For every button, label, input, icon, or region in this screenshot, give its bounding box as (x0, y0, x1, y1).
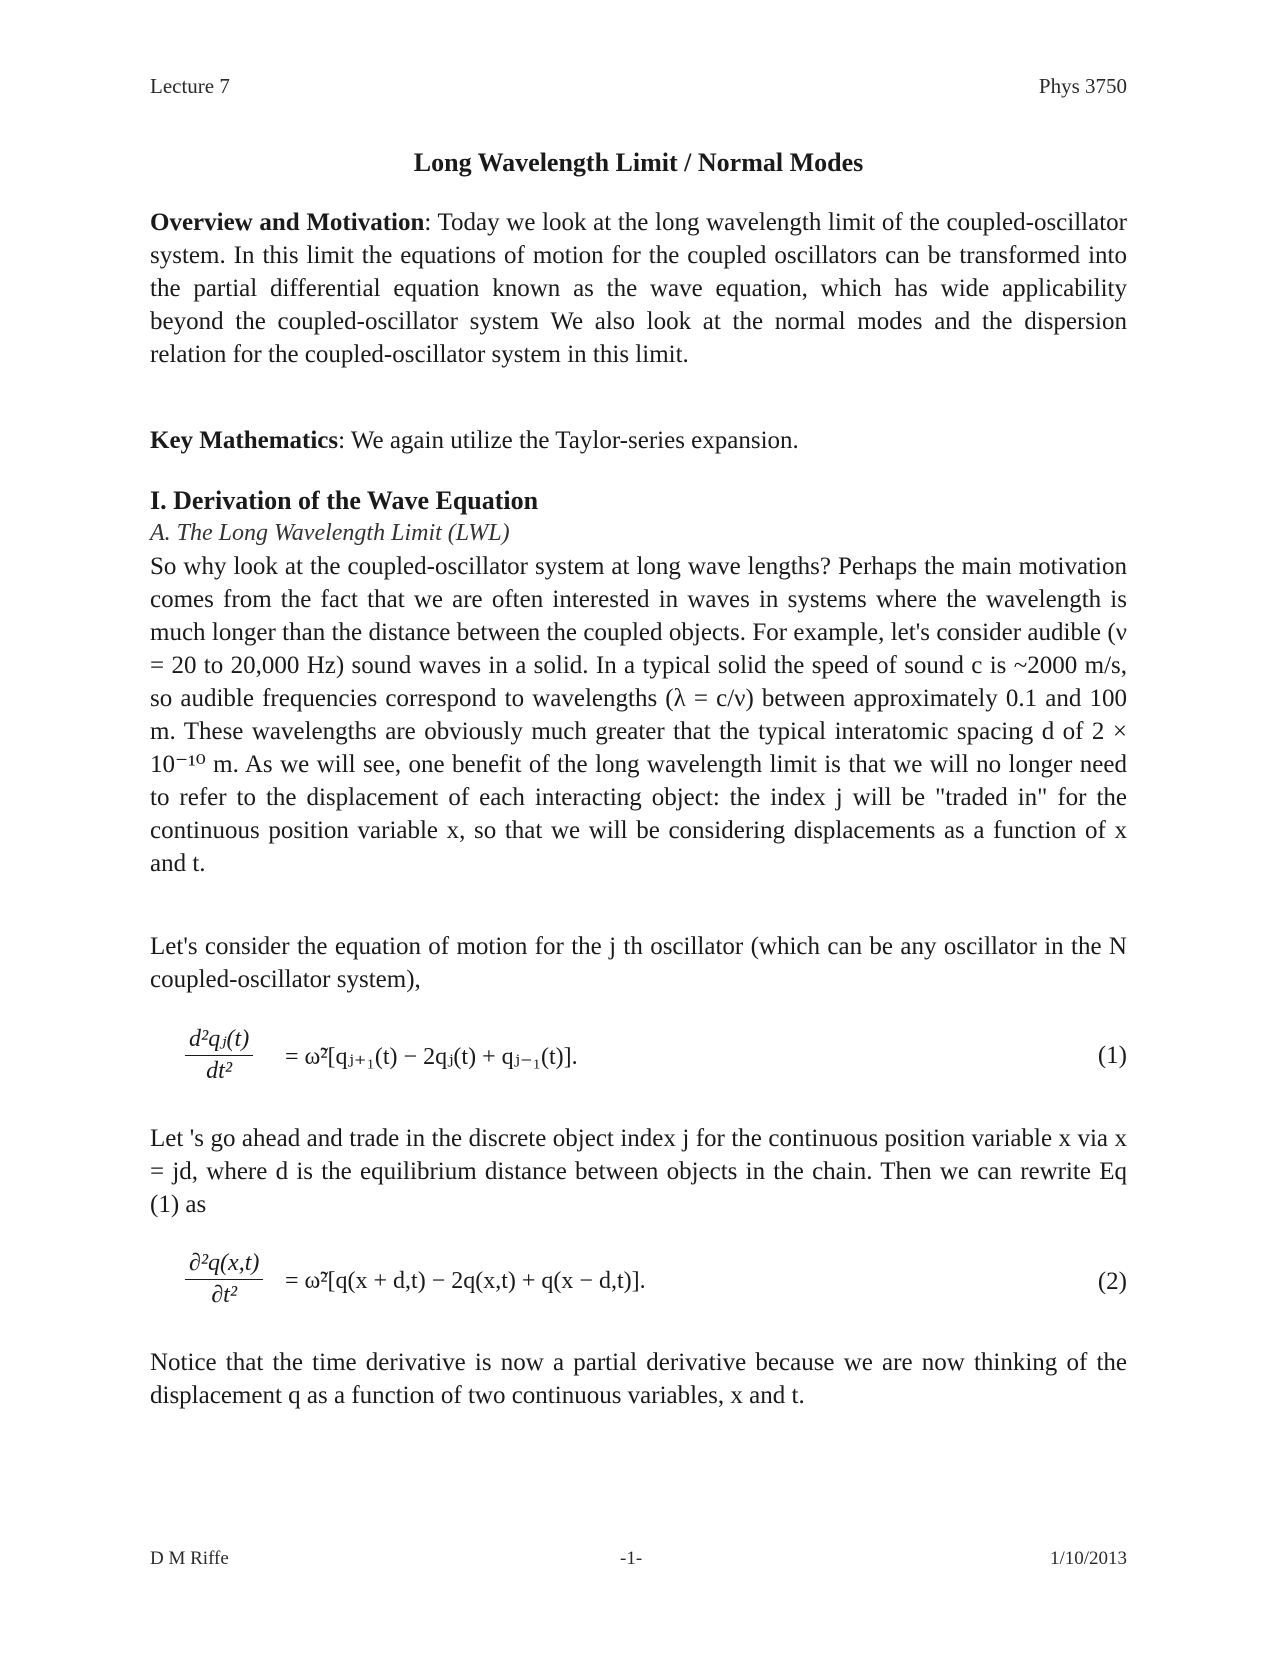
header-course: Phys 3750 (1038, 74, 1127, 98)
eq2-numerator: ∂²q(x,t) (185, 1250, 263, 1280)
trade-index-paragraph: Let 's go ahead and trade in the discrete object index j for the continuous position variable x via x = jd, where d is the equilibrium distance between objects in the chain. Then we can rewrite Eq (1) as (150, 1125, 1127, 1218)
lwl-paragraph: So why look at the coupled-oscillator system at long wave lengths? Perhaps the main motivation comes from the fact that we are often interested in waves in systems where the wavelength is much longer than the distance between the coupled objects. For example, let's consider audible (ν = 20 to 20,000 Hz) sound waves in a solid. In a typical solid the speed of sound c is ~2000 m/s, so audible frequencies correspond to wavelengths (λ = c/ν) between approximately 0.1 and 100 m. These wavelengths are obviously much greater that the typical interatomic spacing d of 2 × 10⁻¹⁰ m. As we will see, one benefit of the long wavelength limit is that we will no longer need to refer to the displacement of each interacting object: the index j will be "traded in" for the continuous position variable x, so that we will be considering displacements as a function of x and t. (150, 553, 1127, 877)
partial-derivative-paragraph: Notice that the time derivative is now a partial derivative because we are now thinking of the displacement q as a function of two continuous variables, x and t. (150, 1349, 1127, 1409)
footer-date: 1/10/2013 (1049, 1548, 1127, 1569)
overview-label: Overview and Motivation (150, 209, 425, 236)
subsection-heading: A. The Long Wavelength Limit (LWL) (150, 520, 510, 546)
overview-text: : Today we look at the long wavelength limit of the coupled-oscillator system. In this limit the equations of motion for the coupled oscillators can be transformed into the partial differential equation known as the wave equation, which has wide applicability beyond the coupled-oscillator system We also look at the normal modes and the dispersion relation for the coupled-oscillator system in this limit. (150, 209, 1127, 368)
eq1-numerator: d²qⱼ(t) (185, 1024, 253, 1056)
key-math-label: Key Mathematics (150, 427, 339, 454)
key-math-paragraph (150, 424, 1127, 457)
eq1-number: (1) (1097, 1042, 1127, 1069)
eq2-number: (2) (1097, 1268, 1127, 1295)
equation-1 (185, 1024, 1127, 1104)
eq2-denominator: ∂t² (211, 1282, 238, 1308)
eq2-lhs-fraction (185, 1250, 263, 1309)
eq1-rhs: = ω̃²[qⱼ₊₁(t) − 2qⱼ(t) + qⱼ₋₁(t)]. (285, 1044, 578, 1070)
equation-2 (185, 1250, 1127, 1330)
key-math-text: : We again utilize the Taylor-series expansion. (338, 427, 799, 454)
eq1-lhs-fraction (185, 1024, 253, 1085)
section-heading: I. Derivation of the Wave Equation (150, 486, 539, 515)
page-title: Long Wavelength Limit / Normal Modes (413, 148, 864, 177)
overview-paragraph (150, 206, 1127, 371)
footer-author: D M Riffe (150, 1548, 229, 1569)
eq1-denominator: dt² (206, 1058, 233, 1084)
header-lecture: Lecture 7 (150, 74, 230, 98)
equation-of-motion-intro: Let's consider the equation of motion for the j th oscillator (which can be any oscillator in the N coupled-oscillator system), (150, 933, 1127, 993)
eq2-rhs: = ω̃²[q(x + d,t) − 2q(x,t) + q(x − d,t)]. (285, 1268, 646, 1294)
footer-page-number: -1- (620, 1548, 643, 1569)
